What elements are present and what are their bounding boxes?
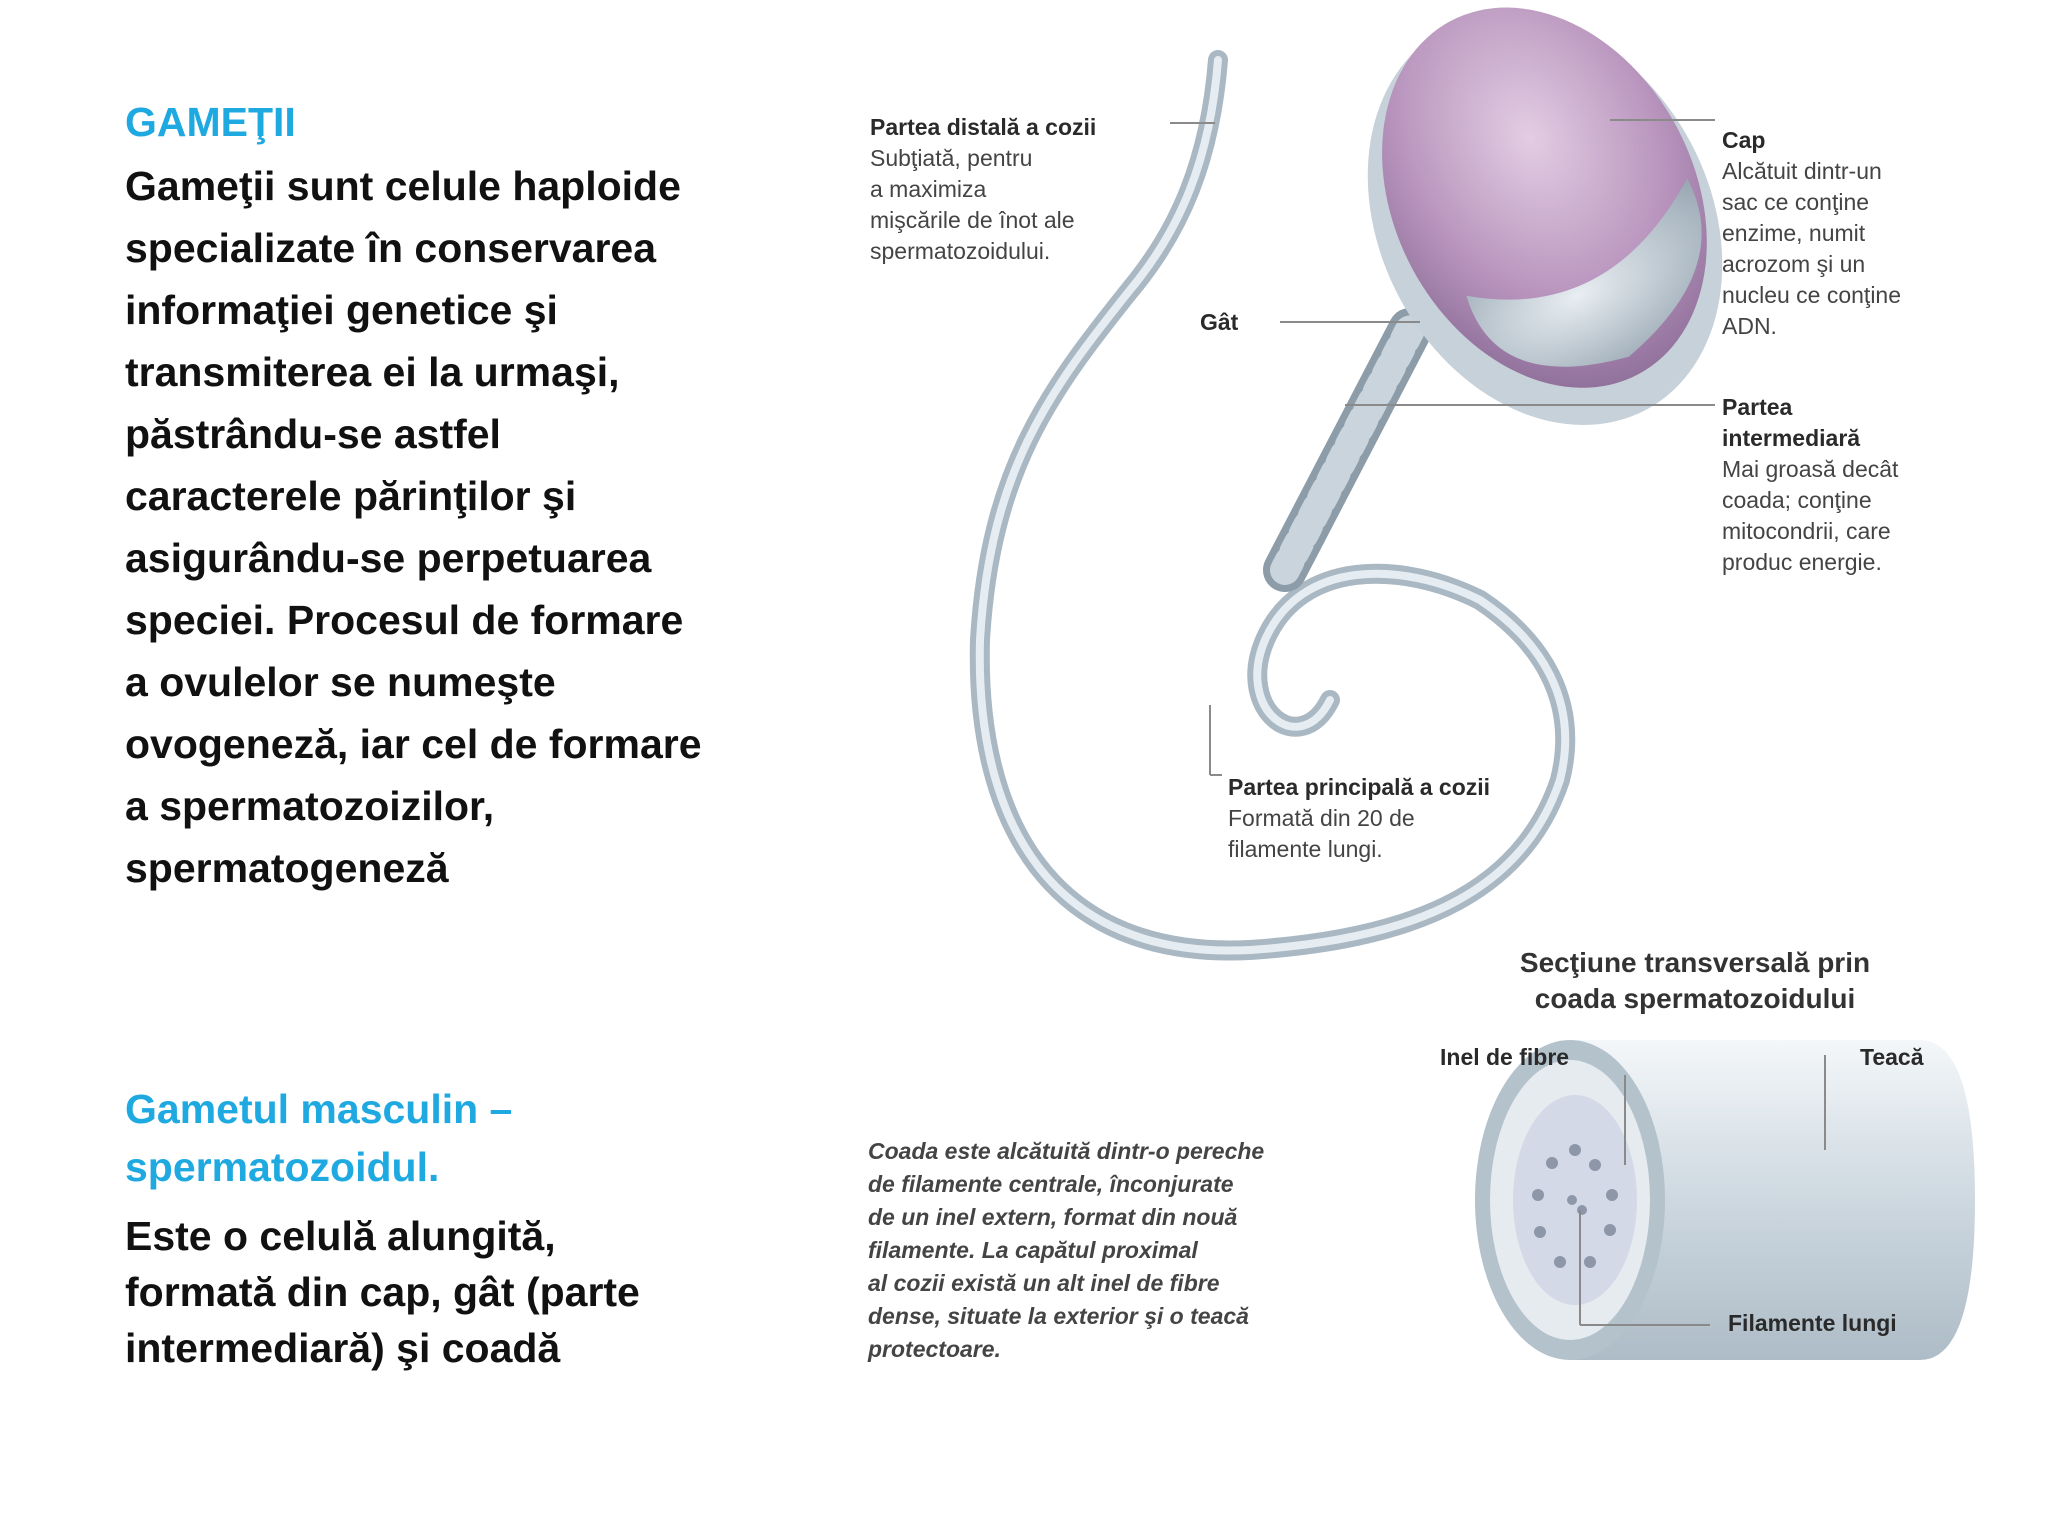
text-line: specializate în conservarea (125, 225, 657, 271)
text-line: a ovulelor se numeşte (125, 659, 556, 705)
label-title: Gât (1200, 309, 1239, 335)
text-line: intermediară) şi coadă (125, 1325, 561, 1371)
text-line: a spermatozoizilor, (125, 783, 495, 829)
label-distal-tail (870, 112, 1096, 267)
cross-section-title (1470, 945, 1920, 1017)
text-line: caracterele părinţilor şi (125, 473, 577, 519)
label-sheath (1860, 1042, 1924, 1073)
label-fiber-ring (1440, 1042, 1569, 1073)
text-line: Coada este alcătuită dintr-o pereche (868, 1138, 1265, 1164)
text-line: Gametul masculin – (125, 1086, 513, 1132)
label-desc: mişcările de înot ale (870, 207, 1075, 233)
label-desc: mitocondrii, care (1722, 518, 1891, 544)
text-line: de filamente centrale, înconjurate (868, 1171, 1234, 1197)
text-line: Gameţii sunt celule haploide (125, 163, 681, 209)
label-desc: produc energie. (1722, 549, 1882, 575)
label-desc: acrozom şi un (1722, 251, 1866, 277)
text-line: de un inel extern, format din nouă (868, 1204, 1238, 1230)
label-desc: filamente lungi. (1228, 836, 1383, 862)
cross-section-illustration (1475, 1040, 1975, 1360)
text-line: informaţiei genetice şi (125, 287, 558, 333)
text-line: protectoare. (868, 1336, 1001, 1362)
text-line: Este o celulă alungită, (125, 1213, 556, 1259)
label-title: Filamente lungi (1728, 1310, 1897, 1336)
label-desc: Subţiată, pentru (870, 145, 1033, 171)
label-desc: spermatozoidului. (870, 238, 1051, 264)
label-title: Partea (1722, 394, 1793, 420)
text-line: filamente. La capătul proximal (868, 1237, 1198, 1263)
text-line: spermatogeneză (125, 845, 449, 891)
label-head (1722, 125, 1901, 342)
label-desc: a maximiza (870, 176, 987, 202)
text-line: păstrându-se astfel (125, 411, 501, 457)
tail-structure-note (868, 1135, 1264, 1366)
text-line: ovogeneză, iar cel de formare (125, 721, 702, 767)
label-desc: Alcătuit dintr-un (1722, 158, 1882, 184)
text-line: coada spermatozoidului (1534, 983, 1856, 1014)
text-line: spermatozoidul. (125, 1144, 440, 1190)
text-line: dense, situate la exterior şi o teacă (868, 1303, 1249, 1329)
label-desc: ADN. (1722, 313, 1777, 339)
label-title: Teacă (1860, 1044, 1924, 1070)
label-title: Inel de fibre (1440, 1044, 1570, 1070)
label-title: intermediară (1722, 425, 1861, 451)
label-desc: Mai groasă decât (1722, 456, 1899, 482)
label-desc: coada; conţine (1722, 487, 1872, 513)
label-title: Cap (1722, 127, 1766, 153)
label-main-tail (1228, 772, 1490, 865)
text-line: asigurându-se perpetuarea (125, 535, 652, 581)
page-title: GAMEŢII (125, 99, 296, 145)
text-line: Secţiune transversală prin (1519, 947, 1871, 978)
label-long-filaments (1728, 1308, 1897, 1339)
label-desc: Formată din 20 de (1228, 805, 1415, 831)
label-title: Partea principală a cozii (1228, 774, 1491, 800)
label-neck (1200, 307, 1238, 338)
text-line: al cozii există un alt inel de fibre (868, 1270, 1220, 1296)
label-desc: sac ce conţine (1722, 189, 1870, 215)
text-line: transmiterea ei la urmaşi, (125, 349, 620, 395)
text-line: speciei. Procesul de formare (125, 597, 684, 643)
label-desc: nucleu ce conţine (1722, 282, 1902, 308)
label-title: Partea distală a cozii (870, 114, 1097, 140)
text-line: formată din cap, gât (parte (125, 1269, 640, 1315)
label-midpiece (1722, 392, 1898, 578)
label-desc: enzime, numit (1722, 220, 1866, 246)
